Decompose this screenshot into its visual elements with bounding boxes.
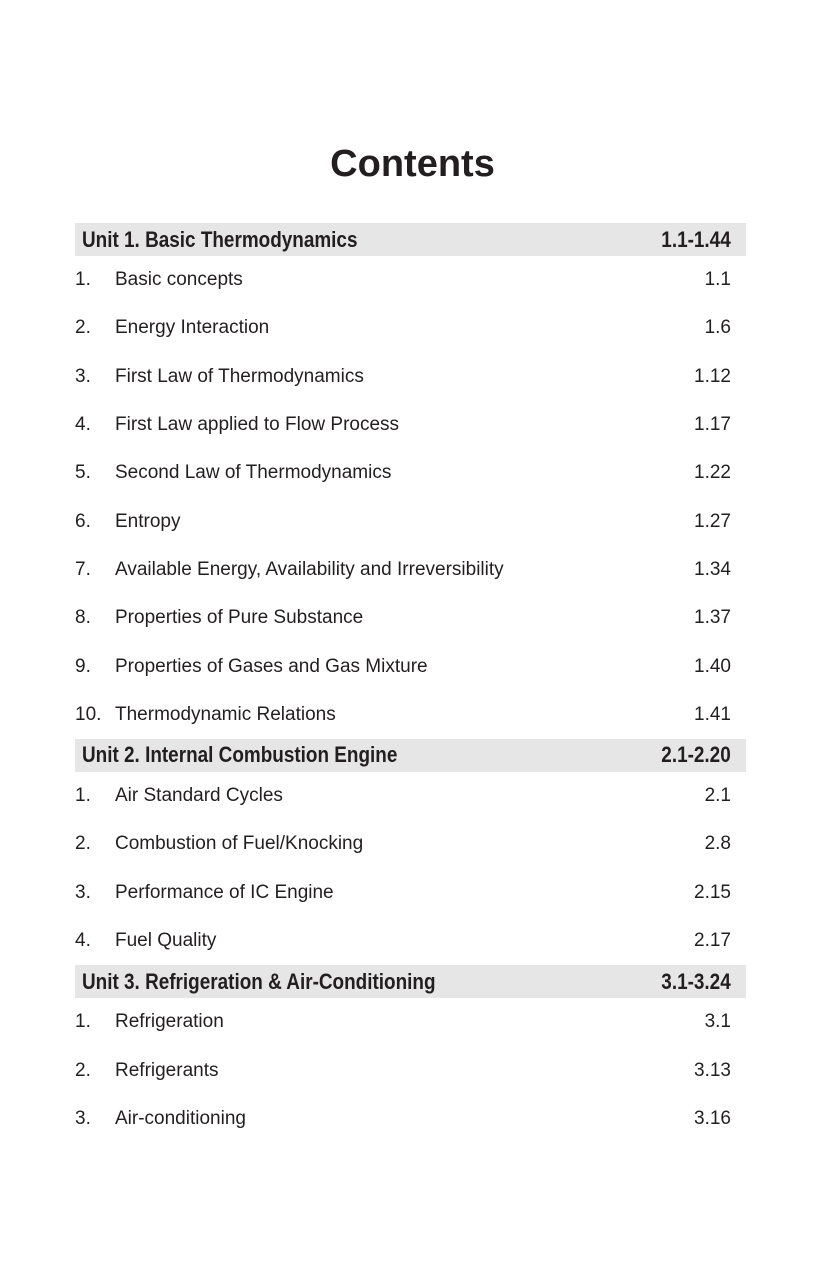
- unit-page-range: 2.1-2.20: [661, 742, 731, 768]
- toc-entry[interactable]: [75, 1046, 746, 1094]
- entry-page: 2.8: [704, 833, 731, 855]
- unit-title: Unit 3. Refrigeration & Air-Conditioning: [82, 968, 436, 994]
- entry-number: 3.: [75, 1107, 91, 1129]
- toc-entry[interactable]: [75, 353, 746, 401]
- entry-number: 2.: [75, 833, 91, 855]
- toc-entry[interactable]: [75, 869, 746, 917]
- entry-title: First Law applied to Flow Process: [115, 414, 400, 436]
- entry-title: Refrigeration: [115, 1011, 224, 1033]
- entry-title: Basic concepts: [115, 269, 243, 291]
- page-title: Contents: [330, 143, 495, 185]
- entry-number: 3.: [75, 365, 91, 387]
- entry-title: Fuel Quality: [115, 930, 217, 951]
- entry-page: 1.6: [704, 317, 731, 339]
- toc-entry[interactable]: [75, 691, 746, 739]
- table-of-contents: [75, 223, 746, 1143]
- entry-number: 1.: [75, 785, 91, 807]
- entry-page: 1.12: [694, 365, 731, 387]
- entry-number: 5.: [75, 462, 91, 484]
- entry-number: 1.: [75, 1011, 91, 1033]
- unit-header-3[interactable]: [75, 965, 746, 998]
- unit-title: Unit 2. Internal Combustion Engine: [82, 742, 398, 768]
- entry-title: Energy Interaction: [115, 317, 270, 339]
- toc-entry[interactable]: [75, 642, 746, 690]
- entry-page: 3.1: [704, 1011, 731, 1033]
- entry-page: 1.1: [704, 269, 731, 291]
- entry-number: 8.: [75, 607, 91, 629]
- unit-page-range: 1.1-1.44: [661, 226, 731, 252]
- entry-page: 1.34: [694, 558, 731, 580]
- entry-number: 2.: [75, 1059, 91, 1081]
- toc-entry[interactable]: [75, 772, 746, 820]
- entry-title: Entropy: [115, 510, 181, 532]
- entry-title: First Law of Thermodynamics: [115, 365, 364, 387]
- entry-number: 4.: [75, 414, 91, 436]
- entry-number: 2.: [75, 317, 91, 339]
- entry-page: 2.15: [694, 881, 731, 903]
- entry-title: Air Standard Cycles: [115, 785, 283, 807]
- entry-page: 2.1: [704, 785, 731, 807]
- unit-title: Unit 1. Basic Thermodynamics: [82, 226, 358, 252]
- entry-number: 4.: [75, 930, 91, 951]
- entry-number: 7.: [75, 558, 91, 580]
- entry-title: Performance of IC Engine: [115, 881, 334, 903]
- entry-title: Properties of Pure Substance: [115, 607, 364, 629]
- toc-entry[interactable]: [75, 820, 746, 868]
- unit-header-2[interactable]: [75, 739, 746, 772]
- entry-page: 3.13: [694, 1059, 731, 1081]
- entry-title: Available Energy, Availability and Irreversibility: [115, 558, 504, 580]
- entry-title: Combustion of Fuel/Knocking: [115, 833, 364, 855]
- entry-page: 1.41: [694, 703, 731, 725]
- toc-entry[interactable]: [75, 1095, 746, 1143]
- entry-number: 6.: [75, 510, 91, 532]
- toc-entry[interactable]: [75, 304, 746, 352]
- entry-number: 10.: [75, 703, 102, 725]
- entry-number: 3.: [75, 881, 91, 903]
- entry-title: Thermodynamic Relations: [115, 703, 336, 725]
- toc-entry[interactable]: [75, 917, 746, 965]
- entry-page: 1.17: [694, 414, 731, 436]
- toc-entry[interactable]: [75, 256, 746, 304]
- entry-title: Second Law of Thermodynamics: [115, 462, 392, 484]
- entry-title: Properties of Gases and Gas Mixture: [115, 655, 428, 677]
- entry-page: 2.17: [694, 930, 731, 951]
- entry-page: 1.37: [694, 607, 731, 629]
- toc-entry[interactable]: [75, 998, 746, 1046]
- toc-entry[interactable]: [75, 401, 746, 449]
- entry-page: 1.40: [694, 655, 731, 677]
- entry-page: 1.22: [694, 462, 731, 484]
- entry-title: Air-conditioning: [115, 1107, 246, 1129]
- toc-entry[interactable]: [75, 497, 746, 545]
- entry-page: 3.16: [694, 1107, 731, 1129]
- entry-number: 1.: [75, 269, 91, 291]
- toc-entry[interactable]: [75, 449, 746, 497]
- unit-header-1[interactable]: [75, 223, 746, 256]
- entry-page: 1.27: [694, 510, 731, 532]
- toc-entry[interactable]: [75, 594, 746, 642]
- toc-entry[interactable]: [75, 546, 746, 594]
- unit-page-range: 3.1-3.24: [661, 968, 731, 994]
- entry-number: 9.: [75, 655, 91, 677]
- entry-title: Refrigerants: [115, 1059, 219, 1081]
